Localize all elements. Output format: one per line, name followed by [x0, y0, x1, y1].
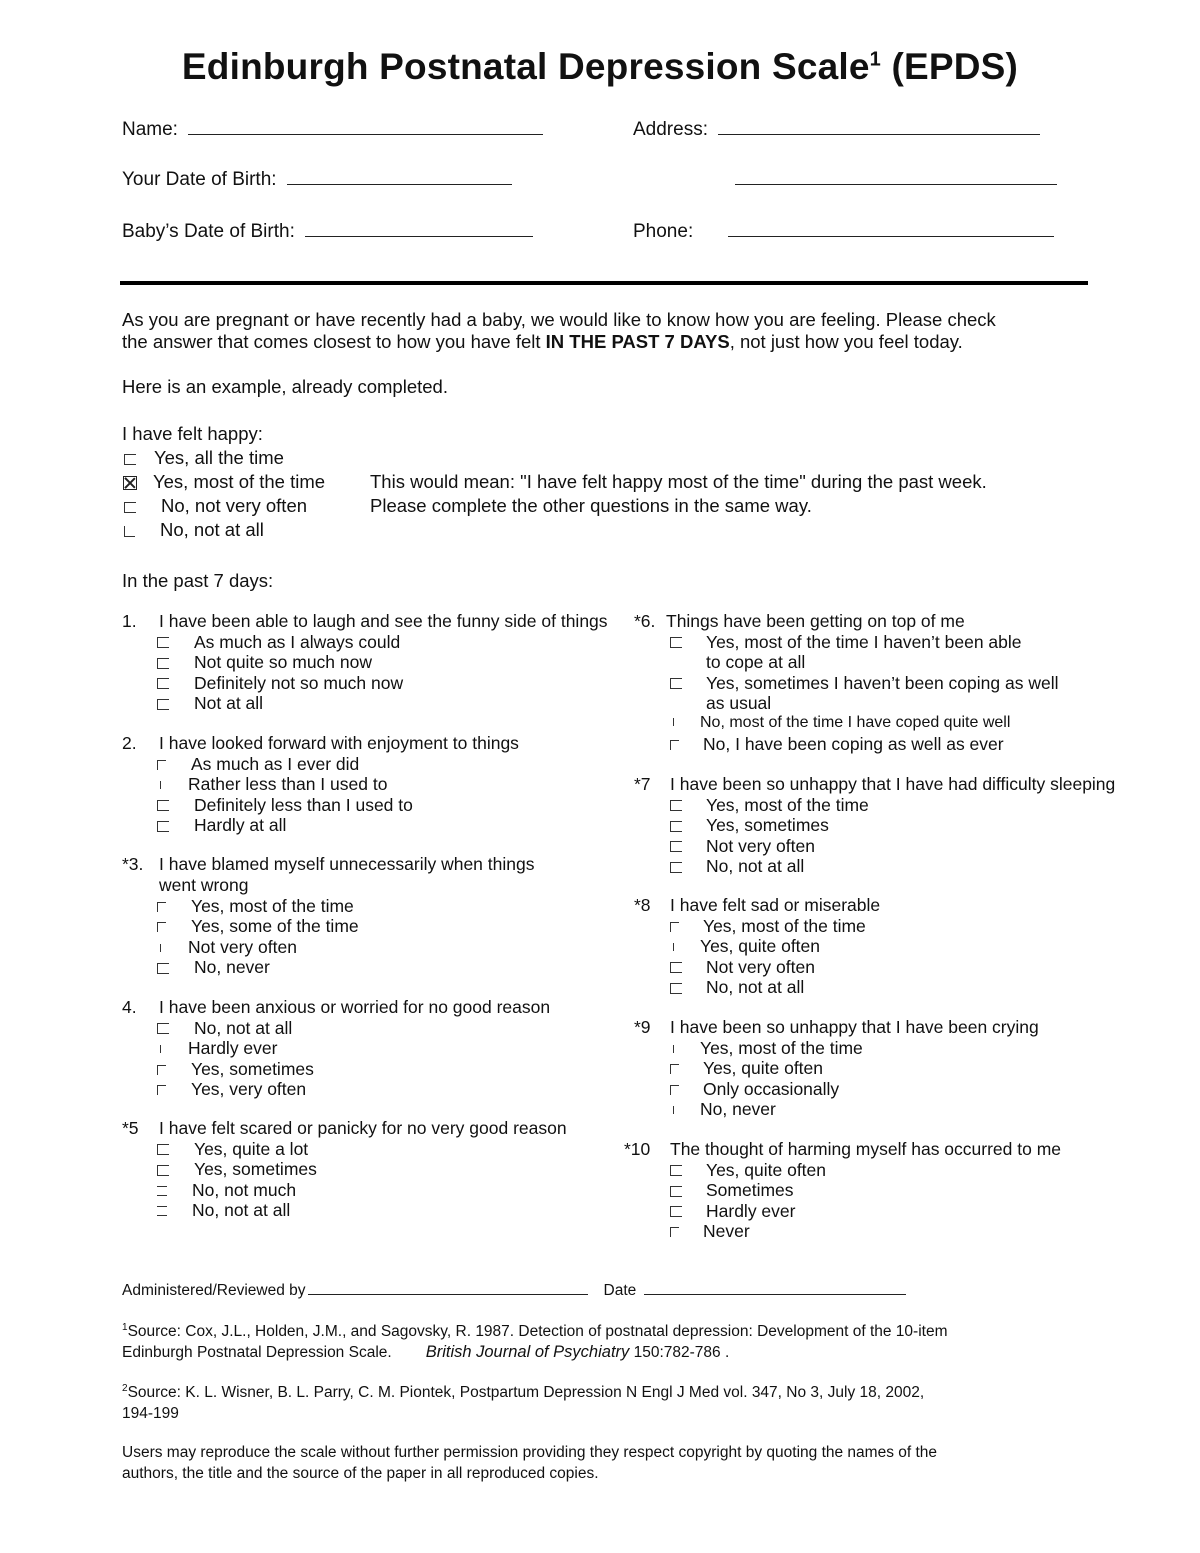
answer-option-label: Yes, sometimes: [706, 815, 829, 835]
answer-option-label: Hardly ever: [188, 1038, 278, 1058]
answer-option-label: No, most of the time I have coped quite well: [700, 713, 1011, 731]
checkbox-icon[interactable]: [157, 1186, 167, 1196]
checkbox-icon[interactable]: [157, 699, 169, 710]
answer-option[interactable]: [157, 957, 270, 978]
answer-option-label: Sometimes: [706, 1180, 794, 1200]
answer-option[interactable]: [157, 1038, 277, 1059]
address-line2-blank[interactable]: [735, 168, 1057, 185]
checkbox-icon[interactable]: [670, 862, 682, 873]
administered-blank[interactable]: [308, 1282, 588, 1295]
address-blank[interactable]: [718, 118, 1040, 135]
answer-option[interactable]: [157, 1180, 296, 1201]
checkbox-icon[interactable]: [670, 1227, 679, 1237]
checkbox-icon[interactable]: [670, 800, 682, 811]
answer-option-label: No, not at all: [706, 856, 805, 876]
answer-option[interactable]: [157, 896, 354, 917]
checked-box-icon[interactable]: [123, 476, 137, 490]
past-7-days-heading: In the past 7 days:: [122, 570, 274, 591]
source-2-mark: 2: [122, 1383, 128, 1394]
answer-option-label: Yes, sometimes: [191, 1058, 314, 1079]
name-label: Name:: [122, 119, 178, 140]
answer-option-label: Not very often: [706, 956, 815, 977]
baby-dob-label: Baby’s Date of Birth:: [122, 221, 295, 242]
answer-option-label: No, never: [194, 957, 270, 977]
checkbox-icon[interactable]: [124, 502, 136, 513]
question-text: I have been anxious or worried for no good reason: [159, 997, 551, 1017]
title-footnote-mark: 1: [869, 48, 881, 71]
question-text: I have felt sad or miserable: [670, 895, 881, 915]
answer-option-label: No, never: [700, 1099, 776, 1119]
example-option-label: Yes, all the time: [154, 447, 284, 468]
checkbox-icon[interactable]: [670, 1165, 682, 1176]
answer-option-label: Definitely not so much now: [194, 672, 404, 693]
checkbox-icon[interactable]: [673, 1045, 676, 1053]
answer-option-label: Yes, sometimes I haven’t been coping as well: [706, 672, 1059, 693]
answer-option-label: Yes, very often: [191, 1079, 307, 1099]
address-line2-field[interactable]: [735, 168, 1057, 191]
source-1-mark: 1: [122, 1322, 128, 1333]
answer-option[interactable]: [157, 754, 359, 775]
source-1-journal: British Journal of Psychiatry: [425, 1343, 630, 1361]
checkbox-icon[interactable]: [670, 678, 682, 689]
question-number: *10: [624, 1139, 651, 1159]
checkbox-icon[interactable]: [673, 943, 676, 951]
checkbox-icon[interactable]: [157, 922, 166, 932]
answer-option[interactable]: [670, 1099, 776, 1120]
checkbox-icon[interactable]: [670, 821, 682, 832]
intro-line-2b: , not just how you feel today.: [729, 331, 963, 352]
answer-option[interactable]: [157, 1200, 290, 1221]
answer-option-label: Not very often: [188, 936, 297, 957]
administered-line: [122, 1282, 906, 1300]
answer-option[interactable]: [670, 1038, 863, 1059]
source-2-line-1: [122, 1383, 924, 1402]
date-label: Date: [603, 1282, 637, 1299]
question-text: I have been so unhappy that I have been crying: [670, 1017, 1039, 1037]
dob-field[interactable]: [122, 168, 512, 191]
source-2-line-2: 194-199: [122, 1405, 179, 1422]
answer-option[interactable]: [157, 1139, 308, 1160]
question-text: I have blamed myself unnecessarily when things: [159, 854, 535, 874]
answer-option[interactable]: [670, 734, 1004, 755]
answer-option[interactable]: [670, 936, 820, 957]
answer-option[interactable]: [670, 1058, 823, 1079]
checkbox-icon[interactable]: [670, 740, 679, 750]
checkbox-icon[interactable]: [157, 1206, 167, 1216]
question-text: I have felt scared or panicky for no very good reason: [159, 1118, 567, 1138]
answer-option[interactable]: [670, 856, 804, 877]
title-suffix: (EPDS): [880, 46, 1019, 87]
address-label: Address:: [633, 119, 708, 140]
checkbox-icon[interactable]: [670, 637, 682, 648]
checkbox-icon[interactable]: [157, 1165, 169, 1176]
checkbox-icon[interactable]: [670, 962, 682, 973]
answer-option-label: No, not much: [192, 1179, 297, 1200]
example-option-label: No, not very often: [161, 495, 308, 516]
answer-option-label: Only occasionally: [703, 1078, 840, 1099]
answer-option[interactable]: [157, 795, 413, 816]
answer-option[interactable]: [670, 916, 866, 937]
question-number: 4.: [122, 997, 137, 1017]
answer-option[interactable]: [670, 714, 1010, 732]
phone-blank[interactable]: [728, 220, 1054, 237]
checkbox-icon[interactable]: [157, 678, 169, 689]
answer-option-label: Yes, quite a lot: [194, 1138, 309, 1159]
baby-dob-blank[interactable]: [305, 220, 533, 237]
answer-option-label: Yes, quite often: [706, 1159, 827, 1180]
answer-option-label: Never: [703, 1221, 750, 1241]
example-option-4: [122, 519, 264, 541]
answer-option-label: Yes, sometimes: [194, 1159, 317, 1179]
question-number: *3.: [122, 854, 144, 874]
example-note-2: Please complete the other questions in the same way.: [370, 495, 812, 516]
question-number: *7: [634, 774, 651, 794]
checkbox-icon[interactable]: [670, 1064, 679, 1074]
checkbox-icon[interactable]: [124, 526, 135, 537]
answer-option[interactable]: [157, 774, 387, 795]
answer-option-label: No, not at all: [192, 1200, 291, 1220]
source-2-text: Source: K. L. Wisner, B. L. Parry, C. M. Piontek, Postpartum Depression N Engl J Med vol. 347, No 3, July 18, 2002,: [127, 1384, 925, 1402]
answer-option[interactable]: [157, 1159, 317, 1180]
source-1-text: Source: Cox, J.L., Holden, J.M., and Sagovsky, R. 1987. Detection of postnatal depression: Development of the 10-item: [127, 1323, 948, 1341]
source-1-scale: Edinburgh Postnatal Depression Scale.: [122, 1344, 392, 1361]
checkbox-icon[interactable]: [157, 902, 166, 912]
answer-option[interactable]: [157, 652, 372, 673]
checkbox-icon[interactable]: [157, 760, 166, 770]
answer-option-label: Yes, some of the time: [191, 916, 359, 936]
checkbox-icon[interactable]: [157, 1023, 169, 1034]
answer-option[interactable]: [670, 1079, 839, 1100]
answer-option-label: Not at all: [194, 693, 264, 713]
answer-option-label: Hardly at all: [194, 815, 287, 835]
example-question: I have felt happy:: [122, 423, 263, 444]
example-option-label: Yes, most of the time: [153, 471, 326, 492]
answer-option[interactable]: [157, 632, 400, 653]
checkbox-icon[interactable]: [160, 1045, 163, 1053]
answer-option-label: Hardly ever: [706, 1200, 796, 1221]
answer-option[interactable]: [670, 1180, 794, 1201]
intro-line-2a: the answer that comes closest to how you have felt: [122, 331, 546, 352]
answer-option[interactable]: [157, 1018, 292, 1039]
answer-option[interactable]: [157, 916, 359, 937]
name-field[interactable]: [122, 118, 543, 141]
answer-option-label: Not quite so much now: [194, 652, 373, 672]
example-option-3: [122, 495, 307, 517]
checkbox-icon[interactable]: [157, 821, 169, 832]
phone-field[interactable]: [633, 220, 1054, 243]
answer-option[interactable]: [670, 673, 1058, 694]
intro-line-1: As you are pregnant or have recently had a baby, we would like to know how you are feeling. Please check: [122, 309, 996, 330]
question-number: 1.: [122, 611, 137, 631]
example-option-label: No, not at all: [160, 519, 264, 540]
example-intro: Here is an example, already completed.: [122, 376, 448, 397]
address-field[interactable]: [633, 118, 1040, 141]
answer-option[interactable]: [157, 693, 263, 714]
question-text: I have been able to laugh and see the funny side of things: [159, 611, 608, 631]
question-text: I have looked forward with enjoyment to things: [159, 733, 519, 753]
checkbox-icon[interactable]: [670, 841, 682, 852]
answer-option[interactable]: [670, 1201, 795, 1222]
page-title: [0, 46, 1200, 88]
answer-option[interactable]: [157, 1079, 306, 1100]
divider-rule: [120, 281, 1088, 285]
intro-emphasis: IN THE PAST 7 DAYS: [545, 331, 730, 352]
checkbox-icon[interactable]: [670, 922, 679, 932]
intro-line-2: [122, 331, 963, 353]
answer-option-label-continued: to cope at all: [706, 652, 806, 672]
answer-option[interactable]: [157, 673, 403, 694]
answer-option-label: Yes, most of the time I haven’t been able: [706, 631, 1022, 652]
example-option-2: [122, 471, 325, 493]
question-number: *9: [634, 1017, 651, 1037]
checkbox-icon[interactable]: [157, 963, 169, 974]
answer-option-label: Yes, most of the time: [191, 895, 354, 916]
answer-option-label: Rather less than I used to: [188, 774, 388, 794]
answer-option[interactable]: [670, 836, 815, 857]
checkbox-icon[interactable]: [670, 983, 682, 994]
checkbox-icon[interactable]: [157, 637, 169, 648]
question-text-continued: went wrong: [159, 875, 249, 895]
question-number: *6.: [634, 611, 656, 631]
answer-option-label: Not very often: [706, 835, 815, 856]
checkbox-icon[interactable]: [160, 781, 163, 789]
checkbox-icon[interactable]: [670, 1186, 682, 1197]
answer-option[interactable]: [157, 937, 297, 958]
checkbox-icon[interactable]: [673, 1106, 676, 1114]
answer-option-label: Yes, most of the time: [703, 915, 866, 936]
question-number: *5: [122, 1118, 139, 1138]
usage-line-2: authors, the title and the source of the paper in all reproduced copies.: [122, 1465, 599, 1482]
answer-option[interactable]: [670, 815, 829, 836]
usage-line-1: Users may reproduce the scale without further permission providing they respect copyright by quoting the names of the: [122, 1444, 938, 1461]
answer-option[interactable]: [670, 795, 869, 816]
checkbox-icon[interactable]: [157, 658, 169, 669]
example-option-1: [122, 447, 284, 469]
answer-option[interactable]: [670, 957, 815, 978]
example-note-1: This would mean: "I have felt happy most of the time" during the past week.: [370, 471, 987, 492]
answer-option[interactable]: [670, 1221, 750, 1242]
answer-option-label: As much as I always could: [194, 631, 401, 652]
answer-option[interactable]: [157, 815, 286, 836]
answer-option-label: Yes, most of the time: [700, 1037, 863, 1058]
checkbox-icon[interactable]: [124, 454, 136, 465]
checkbox-icon[interactable]: [670, 1085, 679, 1095]
checkbox-icon[interactable]: [157, 800, 169, 811]
answer-option-label: Yes, quite often: [700, 936, 821, 956]
phone-label: Phone:: [633, 221, 694, 242]
answer-option[interactable]: [670, 1160, 826, 1181]
answer-option[interactable]: [670, 632, 1022, 653]
answer-option-label: No, not at all: [706, 977, 805, 997]
name-blank[interactable]: [188, 118, 543, 135]
answer-option-label: No, I have been coping as well as ever: [703, 734, 1004, 754]
administered-label: Administered/Reviewed by: [122, 1282, 306, 1299]
checkbox-icon[interactable]: [160, 944, 163, 952]
question-text: The thought of harming myself has occurred to me: [670, 1139, 1062, 1159]
source-1-line-1: [122, 1322, 948, 1341]
checkbox-icon[interactable]: [157, 1144, 169, 1155]
answer-option-label: Yes, most of the time: [706, 794, 869, 815]
answer-option-label: Yes, quite often: [703, 1058, 824, 1078]
dob-label: Your Date of Birth:: [122, 169, 277, 190]
answer-option[interactable]: [670, 977, 804, 998]
answer-option-label: Definitely less than I used to: [194, 794, 413, 815]
source-1-line-2: [122, 1343, 729, 1362]
checkbox-icon[interactable]: [157, 1065, 166, 1075]
checkbox-icon[interactable]: [673, 718, 676, 726]
date-blank[interactable]: [644, 1282, 906, 1295]
dob-blank[interactable]: [287, 168, 512, 185]
answer-option-label: No, not at all: [194, 1017, 293, 1038]
checkbox-icon[interactable]: [670, 1206, 682, 1217]
answer-option-label-continued: as usual: [706, 693, 772, 713]
question-number: *8: [634, 895, 651, 915]
baby-dob-field[interactable]: [122, 220, 533, 243]
checkbox-icon[interactable]: [157, 1085, 166, 1095]
question-text: Things have been getting on top of me: [666, 611, 965, 631]
answer-option[interactable]: [157, 1059, 314, 1080]
source-1-pages: 150:782-786 .: [629, 1344, 730, 1361]
answer-option-label: As much as I ever did: [191, 753, 360, 774]
title-text: Edinburgh Postnatal Depression Scale: [181, 46, 870, 87]
question-number: 2.: [122, 733, 137, 753]
question-text: I have been so unhappy that I have had difficulty sleeping: [670, 774, 1116, 794]
